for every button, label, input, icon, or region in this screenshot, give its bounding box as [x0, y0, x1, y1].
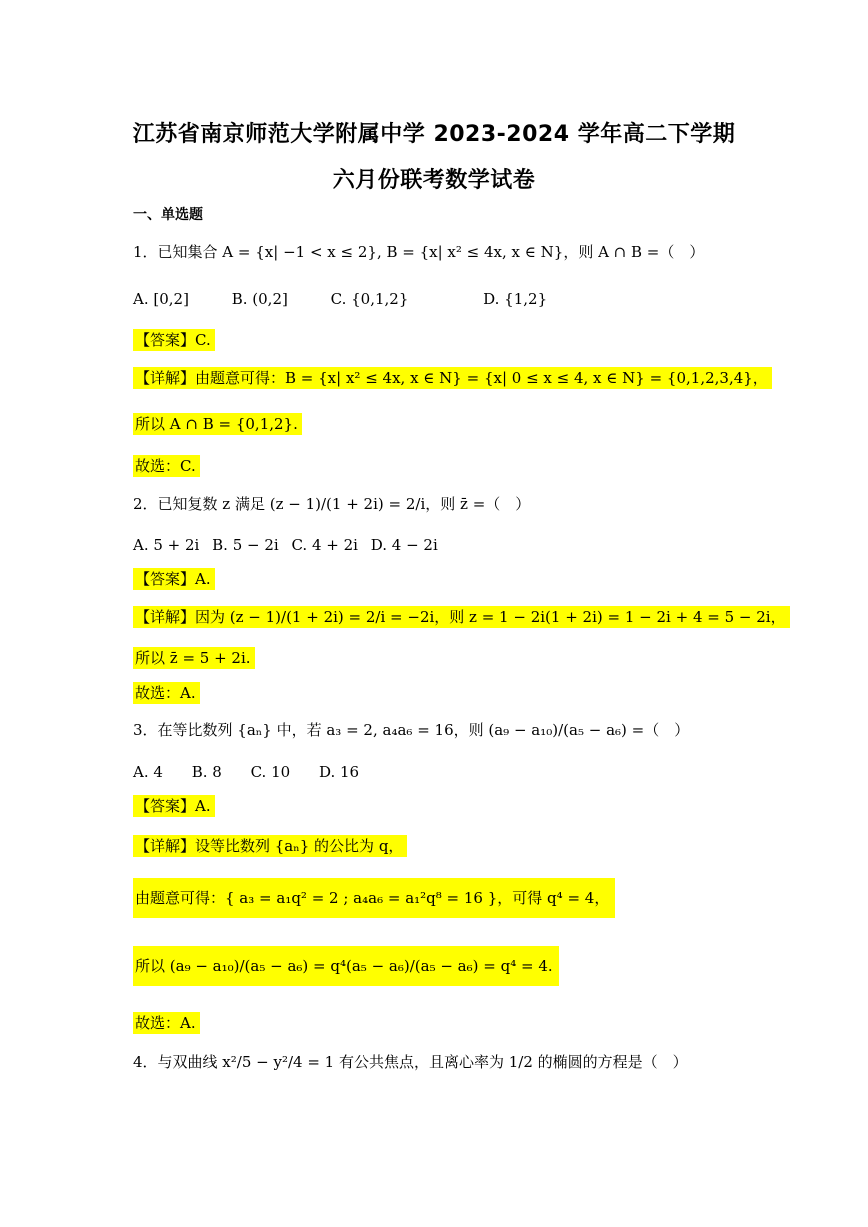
- section-heading: 一、单选题: [133, 207, 203, 223]
- option-c: C. {0,1,2}: [330, 290, 409, 308]
- detail-1-line2: 所以 A ∩ B = {0,1,2}.: [133, 413, 302, 435]
- question-3-options: [133, 760, 383, 784]
- option-d: D. {1,2}: [483, 290, 548, 308]
- detail-2-line1: 【详解】因为 (z − 1)/(1 + 2i) = 2/i = −2i，则 z = 1 − 2i(1 + 2i) = 1 − 2i + 4 = 5 − 2i，: [133, 606, 790, 628]
- question-2-options: [133, 533, 446, 557]
- question-3-stem: 3．在等比数列 {aₙ} 中，若 a₃ = 2, a₄a₆ = 16，则 (a₉ − a₁₀)/(a₅ − a₆) =（ ）: [133, 721, 690, 739]
- option-b: B. 8: [191, 763, 222, 781]
- option-b: B. 5 − 2i: [212, 536, 279, 554]
- page-title-line2: 六月份联考数学试卷: [332, 168, 536, 193]
- option-a: A. 4: [133, 763, 163, 781]
- choice-1: 故选：C.: [133, 455, 200, 477]
- option-b: B. (0,2]: [231, 290, 288, 308]
- option-d: D. 16: [318, 763, 360, 781]
- choice-3: 故选：A.: [133, 1012, 200, 1034]
- detail-3-line1: 【详解】设等比数列 {aₙ} 的公比为 q，: [133, 835, 407, 857]
- detail-3-line2: 由题意可得：{ a₃ = a₁q² = 2 ; a₄a₆ = a₁²q⁸ = 16 }，可得 q⁴ = 4，: [133, 878, 615, 918]
- question-1-stem: 1．已知集合 A = {x| −1 < x ≤ 2}, B = {x| x² ≤ 4x, x ∈ N}，则 A ∩ B =（ ）: [133, 243, 705, 261]
- question-1-options: [133, 287, 585, 311]
- page-title-line1: 江苏省南京师范大学附属中学 2023-2024 学年高二下学期: [132, 122, 736, 147]
- answer-1: 【答案】C.: [133, 329, 215, 351]
- detail-1-line1: 【详解】由题意可得：B = {x| x² ≤ 4x, x ∈ N} = {x| 0 ≤ x ≤ 4, x ∈ N} = {0,1,2,3,4}，: [133, 367, 772, 389]
- question-2-stem: 2．已知复数 z 满足 (z − 1)/(1 + 2i) = 2/i，则 z̄ =（ ）: [133, 495, 531, 513]
- option-c: C. 10: [250, 763, 291, 781]
- option-c: C. 4 + 2i: [291, 536, 358, 554]
- detail-3-line3: 所以 (a₉ − a₁₀)/(a₅ − a₆) = q⁴(a₅ − a₆)/(a₅ − a₆) = q⁴ = 4.: [133, 946, 559, 986]
- answer-2: 【答案】A.: [133, 568, 215, 590]
- option-d: D. 4 − 2i: [370, 536, 438, 554]
- choice-2: 故选：A.: [133, 682, 200, 704]
- answer-3: 【答案】A.: [133, 795, 215, 817]
- option-a: A. [0,2]: [133, 290, 189, 308]
- detail-2-line2: 所以 z̄ = 5 + 2i.: [133, 647, 255, 669]
- option-a: A. 5 + 2i: [133, 536, 200, 554]
- question-4-stem: 4．与双曲线 x²/5 − y²/4 = 1 有公共焦点，且离心率为 1/2 的椭圆的方程是（ ）: [133, 1053, 688, 1071]
